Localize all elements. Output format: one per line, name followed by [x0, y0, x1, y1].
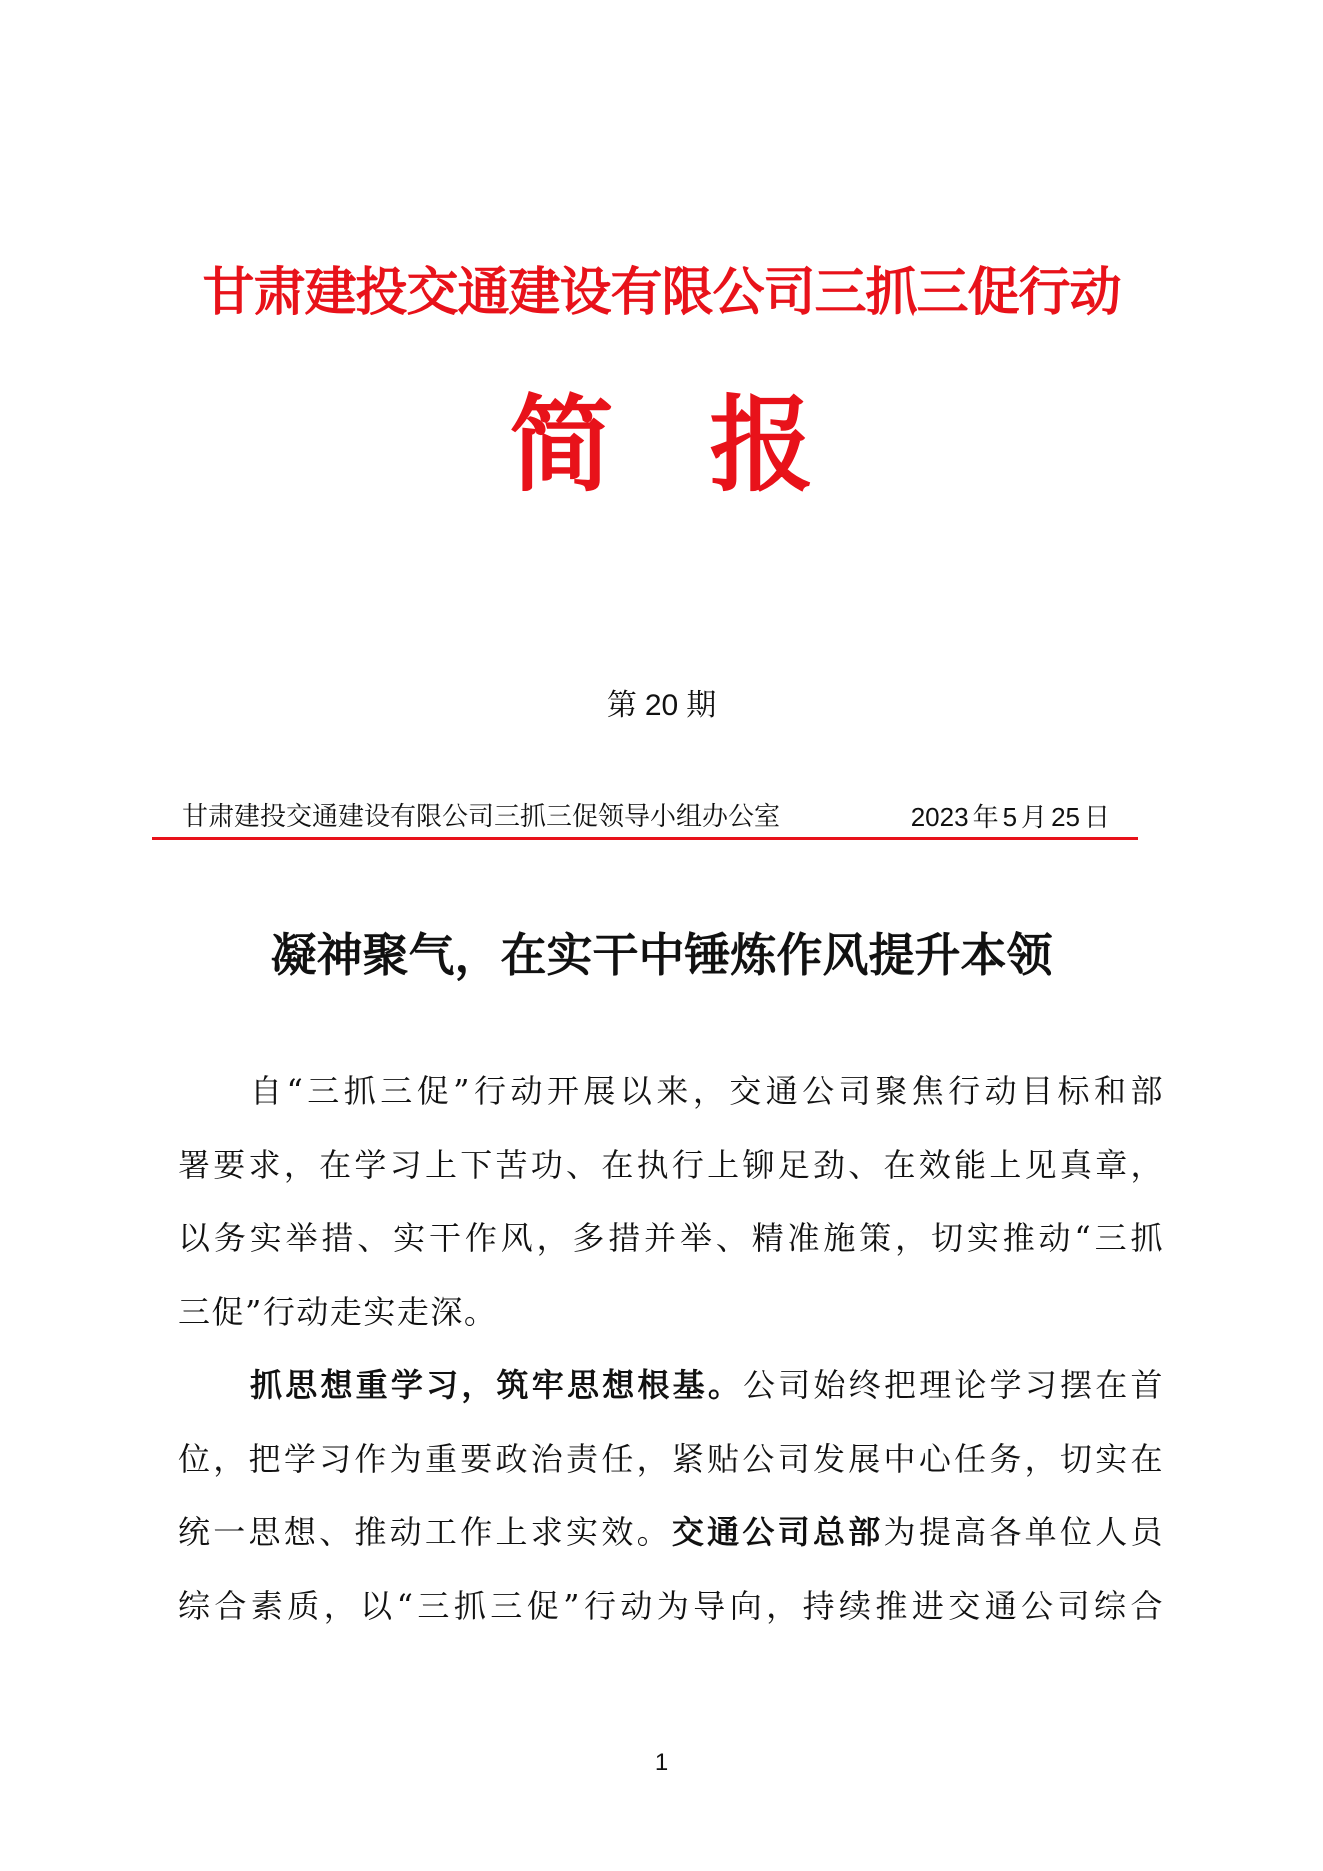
paragraph-2-line-1	[178, 1366, 1164, 1440]
article-title: 凝神聚气，在实干中锤炼作风提升本领	[270, 928, 1053, 982]
paragraph-2-line-3-start: 统一思想、推动工作上求实效。	[178, 1513, 672, 1551]
bulletin-title: 简报	[509, 383, 910, 506]
date-year: 2023	[910, 802, 969, 832]
header-divider	[152, 837, 1138, 840]
paragraph-1-line-3: 以务实举措、实干作风，多措并举、精准施策，切实推动“三抓	[178, 1219, 1164, 1257]
date-year-unit: 年	[972, 803, 999, 833]
paragraph-2-line-3	[178, 1513, 1164, 1587]
issue-date	[907, 802, 1110, 834]
issue-number-value: 20	[644, 689, 679, 722]
date-month-unit: 月	[1021, 803, 1048, 833]
paragraph-2-line-2: 位，把学习作为重要政治责任，紧贴公司发展中心任务，切实在	[178, 1439, 1164, 1478]
paragraph-1-line-2: 署要求，在学习上下苦功、在执行上铆足劲、在效能上见真章，	[178, 1145, 1164, 1184]
date-month: 5	[1002, 802, 1018, 832]
article-body	[178, 1072, 1164, 1660]
page-number: 1	[654, 1749, 669, 1776]
paragraph-2-line-1-text: 公司始终把理论学习摆在首	[743, 1366, 1164, 1404]
highlighted-unit-name: 交通公司总部	[671, 1513, 884, 1551]
paragraph-1-line-1: 自“三抓三促”行动开展以来，交通公司聚焦行动目标和部	[250, 1072, 1164, 1110]
issue-prefix: 第	[606, 688, 637, 723]
date-day-unit: 日	[1083, 803, 1110, 833]
section-heading: 抓思想重学习，筑牢思想根基。	[250, 1366, 744, 1404]
issue-suffix: 期	[686, 688, 717, 723]
date-day: 25	[1051, 802, 1080, 832]
issuing-office: 甘肃建投交通建设有限公司三抓三促领导小组办公室	[182, 802, 781, 832]
paragraph-2-line-3-end: 为提高各单位人员	[883, 1513, 1164, 1551]
org-title: 甘肃建投交通建设有限公司三抓三促行动	[202, 262, 1121, 323]
issue-number	[0, 688, 1323, 724]
paragraph-2-line-4: 综合素质，以“三抓三促”行动为导向，持续推进交通公司综合	[178, 1586, 1164, 1625]
paragraph-1-line-4: 三促”行动走实走深。	[178, 1292, 498, 1331]
